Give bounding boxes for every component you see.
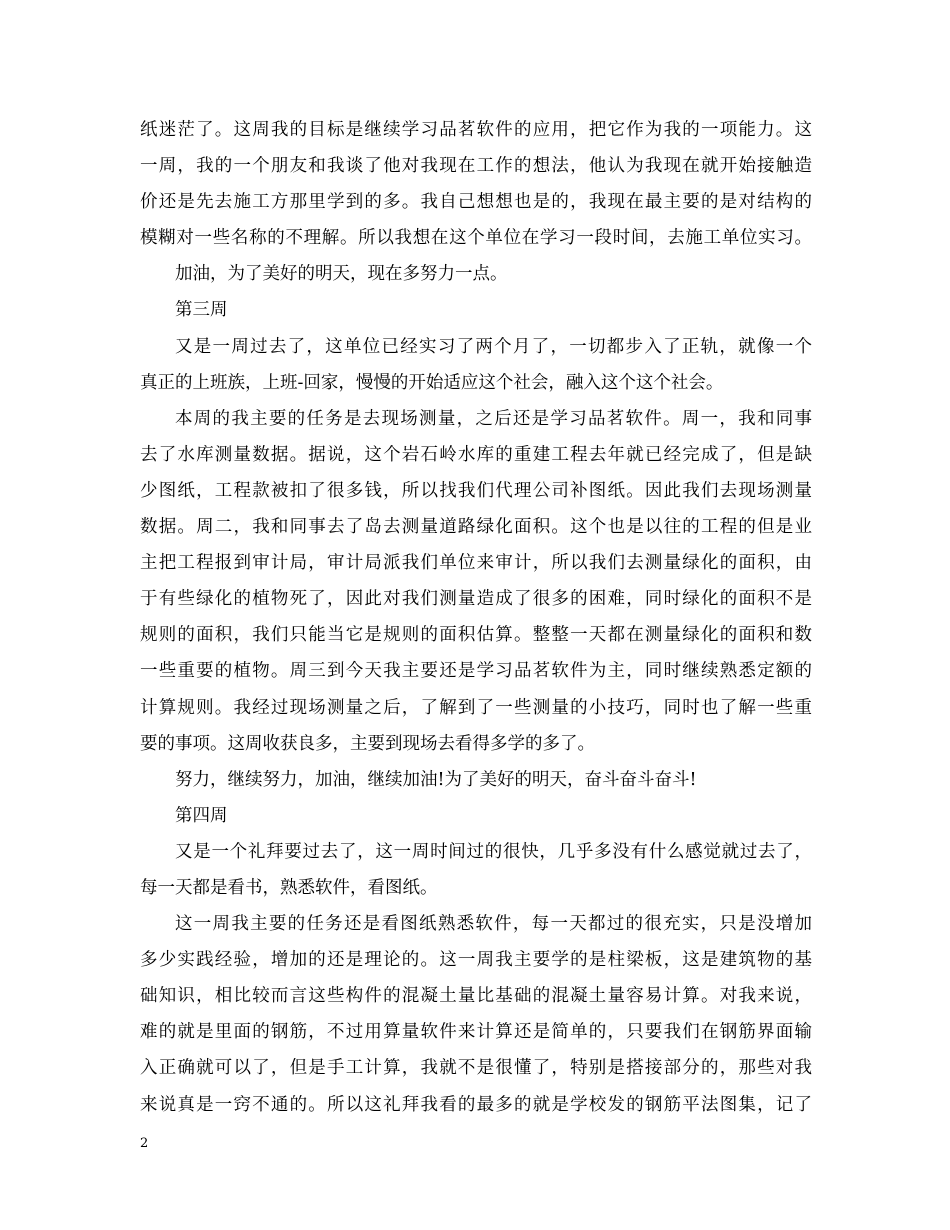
- text-line: 模糊对一些名称的不理解。所以我想在这个单位在学习一段时间，去施工单位实习。: [140, 228, 812, 249]
- text-line: 每一天都是看书，熟悉软件，看图纸。: [140, 877, 438, 898]
- text-line: 难的就是里面的钢筋，不过用算量软件来计算还是简单的，只要我们在钢筋界面输: [140, 1022, 812, 1043]
- page-number: 2: [140, 1136, 149, 1151]
- text-line: 纸迷茫了。这周我的目标是继续学习品茗软件的应用，把它作为我的一项能力。这: [140, 120, 812, 140]
- text-line: 主把工程报到审计局，审计局派我们单位来审计，所以我们去测量绿化的面积，由: [140, 553, 812, 574]
- text-line: 又是一个礼拜要过去了，这一周时间过的很快，几乎多没有什么感觉就过去了，: [175, 841, 812, 862]
- text-line: 一些重要的植物。周三到今天我主要还是学习品茗软件为主，同时继续熟悉定额的: [140, 661, 812, 682]
- text-line: 来说真是一窍不通的。所以这礼拜我看的最多的就是学校发的钢筋平法图集，记了: [140, 1094, 812, 1115]
- text-line: 计算规则。我经过现场测量之后，了解到了一些测量的小技巧，同时也了解一些重: [140, 697, 812, 718]
- text-line: 一周，我的一个朋友和我谈了他对我现在工作的想法，他认为我现在就开始接触造: [140, 156, 812, 177]
- text-line: 多少实践经验，增加的还是理论的。这一周我主要学的是柱梁板，这是建筑物的基: [140, 950, 812, 971]
- text-line: 价还是先去施工方那里学到的多。我自己想想也是的，我现在最主要的是对结构的: [140, 192, 812, 213]
- text-line: 本周的我主要的任务是去现场测量，之后还是学习品茗软件。周一，我和同事: [175, 408, 812, 429]
- text-line: 真正的上班族，上班-回家，慢慢的开始适应这个社会，融入这个这个社会。: [140, 372, 724, 393]
- text-line: 努力，继续努力，加油，继续加油!为了美好的明天，奋斗奋斗奋斗!: [175, 769, 697, 790]
- text-line: 于有些绿化的植物死了，因此对我们测量造成了很多的困难，同时绿化的面积不是: [140, 589, 812, 610]
- text-line: 加油，为了美好的明天，现在多努力一点。: [175, 264, 508, 285]
- text-line: 少图纸，工程款被扣了很多钱，所以找我们代理公司补图纸。因此我们去现场测量: [140, 480, 812, 501]
- text-line: 这一周我主要的任务还是看图纸熟悉软件，每一天都过的很充实，只是没增加: [175, 914, 812, 935]
- document-body: [140, 115, 812, 1126]
- text-line: 入正确就可以了，但是手工计算，我就不是很懂了，特别是搭接部分的，那些对我: [140, 1058, 812, 1079]
- text-line: 要的事项。这周收获良多，主要到现场去看得多学的多了。: [140, 733, 595, 754]
- text-line: 规则的面积，我们只能当它是规则的面积估算。整整一天都在测量绿化的面积和数: [140, 625, 812, 646]
- text-line: 又是一周过去了，这单位已经实习了两个月了，一切都步入了正轨，就像一个: [175, 336, 812, 357]
- text-line: 第四周: [175, 805, 228, 826]
- text-line: 数据。周二，我和同事去了岛去测量道路绿化面积。这个也是以往的工程的但是业: [140, 517, 812, 538]
- text-line: 础知识，相比较而言这些构件的混凝土量比基础的混凝土量容易计算。对我来说，: [140, 986, 812, 1007]
- text-line: 第三周: [175, 300, 228, 321]
- text-line: 去了水库测量数据。据说，这个岩石岭水库的重建工程去年就已经完成了，但是缺: [140, 444, 812, 465]
